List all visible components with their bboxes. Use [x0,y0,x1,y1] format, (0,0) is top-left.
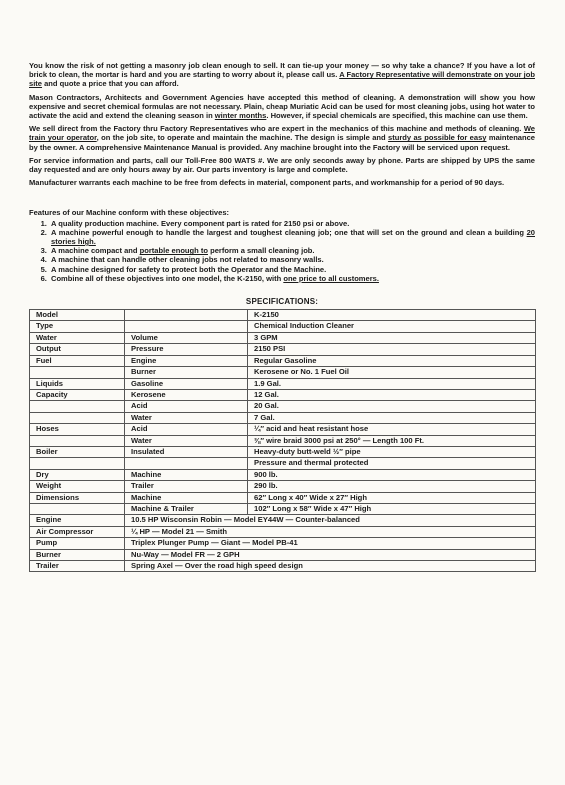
spec-row [30,332,536,343]
spec-row [30,424,536,435]
text-segment: and quote a price that you can afford. [42,79,179,89]
spec-row [30,435,536,446]
spec-subcategory [125,321,248,332]
spec-value: ¼ HP — Model 21 — Smith [125,526,536,537]
underlined-text: one price to all customers. [283,273,379,283]
underlined-text: A Factory Representative will demonstrate on your job site [29,70,535,89]
spec-category: Weight [30,481,125,492]
spec-row [30,446,536,457]
text-segment: A machine powerful enough to handle the largest and toughest cleaning job; one that will set on the ground and clean a building [51,227,527,237]
text-segment: You know the risk of not getting a masonry job clean enough to sell. It can tie-up your money — so why take a chance? If you have a lot of brick to clean, the mortar is hard and you are starting to worry about it, please call us. [29,61,535,80]
spec-row [30,526,536,537]
spec-category [30,401,125,412]
spec-category: Trailer [30,561,125,572]
spec-category: Water [30,332,125,343]
spec-row [30,367,536,378]
spec-value: Chemical Induction Cleaner [248,321,536,332]
text-segment: A machine that can handle other cleaning jobs not related to masonry walls. [51,255,324,265]
features-list [29,219,535,283]
spec-category [30,367,125,378]
spec-value: Spring Axel — Over the road high speed design [125,561,536,572]
spec-value: 1.9 Gal. [248,378,536,389]
spec-value: 10.5 HP Wisconsin Robin — Model EY44W — Counter-balanced [125,515,536,526]
text-segment: A machine designed for safety to protect both the Operator and the Machine. [51,264,327,274]
spec-category: Hoses [30,424,125,435]
features-section [29,208,535,283]
paragraph [29,124,535,152]
spec-subcategory [125,458,248,469]
text-segment: maintenance by the owner. A comprehensive Maintenance Manual is provided. Any machine brought into the Factory will be serviced upon request. [29,133,536,152]
underlined-text: We train your operator [29,124,535,143]
underlined-text: winter months [214,111,267,121]
specifications-title: SPECIFICATIONS: [245,297,319,307]
spec-row [30,412,536,423]
feature-item [49,246,535,255]
spec-category: Output [30,344,125,355]
spec-subcategory: Insulated [125,446,248,457]
spec-value: Nu-Way — Model FR — 2 GPH [125,549,536,560]
spec-row [30,458,536,469]
spec-row [30,344,536,355]
specifications-table [29,309,536,572]
spec-value: 12 Gal. [248,389,536,400]
spec-value: Regular Gasoline [248,355,536,366]
spec-category: Pump [30,538,125,549]
spec-subcategory: Trailer [125,481,248,492]
spec-value: 2150 PSI [248,344,536,355]
spec-row [30,355,536,366]
text-segment: , on the job site, to operate and maintain the machine. The design is simple and [96,133,389,143]
feature-item [49,219,535,228]
spec-category: Fuel [30,355,125,366]
spec-row [30,469,536,480]
spec-value: ¼″ acid and heat resistant hose [248,424,536,435]
text-segment: . However, if special chemicals are specified, this machine can use them. [266,111,528,121]
spec-subcategory: Engine [125,355,248,366]
paragraph [29,93,535,121]
spec-category: Burner [30,549,125,560]
spec-category [30,458,125,469]
spec-subcategory: Machine [125,492,248,503]
text-segment: Manufacturer warrants each machine to be free from defects in material, component parts, and workmanship for a period of 90 days. [29,178,505,188]
paragraph [29,61,535,89]
spec-subcategory: Machine [125,469,248,480]
spec-row [30,401,536,412]
document-page [29,61,535,572]
spec-row [30,492,536,503]
spec-row [30,310,536,321]
spec-row [30,538,536,549]
feature-item [49,265,535,274]
intro-text [29,61,535,187]
underlined-text: 20 stories high. [51,227,535,247]
spec-subcategory: Machine & Trailer [125,503,248,514]
text-segment: For service information and parts, call our Toll-Free 800 WATS #. We are only seconds away by phone. Parts are shipped by UPS the same day requested and are only hours away by air. Our parts inventory is large and complete. [29,155,535,175]
spec-value: 102″ Long x 58″ Wide x 47″ High [248,503,536,514]
spec-value: ⅜″ wire braid 3000 psi at 250° — Length 100 Ft. [248,435,536,446]
spec-row [30,321,536,332]
features-title: Features of our Machine conform with these objectives: [29,208,230,218]
underlined-text: sturdy as possible for easy [388,133,487,143]
spec-category: Liquids [30,378,125,389]
spec-subcategory: Kerosene [125,389,248,400]
spec-row [30,549,536,560]
spec-category [30,412,125,423]
spec-value: 62″ Long x 40″ Wide x 27″ High [248,492,536,503]
spec-value: K-2150 [248,310,536,321]
spec-category: Dimensions [30,492,125,503]
spec-value: 3 GPM [248,332,536,343]
spec-subcategory: Acid [125,424,248,435]
text-segment: perform a small cleaning job. [207,246,315,256]
spec-row [30,503,536,514]
spec-subcategory: Gasoline [125,378,248,389]
spec-row [30,515,536,526]
spec-subcategory: Acid [125,401,248,412]
spec-row [30,561,536,572]
feature-item [49,228,535,246]
text-segment: Combine all of these objectives into one model, the K-2150, with [51,273,284,283]
paragraph [29,178,535,187]
spec-category: Engine [30,515,125,526]
text-segment: A quality production machine. Every component part is rated for 2150 psi or above. [51,218,350,228]
spec-row [30,481,536,492]
spec-subcategory: Water [125,435,248,446]
spec-value: Pressure and thermal protected [248,458,536,469]
spec-row [30,378,536,389]
spec-row [30,389,536,400]
text-segment: We sell direct from the Factory thru Factory Representatives who are expert in the mechanics of this machine and methods of cleaning. [29,124,524,134]
spec-value: Triplex Plunger Pump — Giant — Model PB-41 [125,538,536,549]
spec-category: Type [30,321,125,332]
text-segment: A machine compact and [51,246,140,256]
underlined-text: portable enough to [139,246,208,256]
spec-value: 290 lb. [248,481,536,492]
spec-category [30,435,125,446]
spec-subcategory [125,310,248,321]
paragraph [29,156,535,174]
spec-value: Heavy-duty butt-weld ½″ pipe [248,446,536,457]
text-segment: Mason Contractors, Architects and Government Agencies have accepted this method of cleaning. A demonstration will show you how expensive and secret chemical formulas are not necessary. Plain, cheap Muriatic Acid can be used for most cleaning jobs, using hot water to activate the acid and extend the cleaning season in [29,92,535,121]
spec-category: Dry [30,469,125,480]
spec-value: 7 Gal. [248,412,536,423]
spec-category: Air Compressor [30,526,125,537]
feature-item [49,274,535,283]
spec-value: 900 lb. [248,469,536,480]
spec-value: 20 Gal. [248,401,536,412]
spec-value: Kerosene or No. 1 Fuel Oil [248,367,536,378]
spec-subcategory: Water [125,412,248,423]
spec-category: Boiler [30,446,125,457]
spec-category: Model [30,310,125,321]
spec-subcategory: Volume [125,332,248,343]
feature-item [49,255,535,264]
spec-category: Capacity [30,389,125,400]
spec-subcategory: Burner [125,367,248,378]
spec-subcategory: Pressure [125,344,248,355]
spec-category [30,503,125,514]
